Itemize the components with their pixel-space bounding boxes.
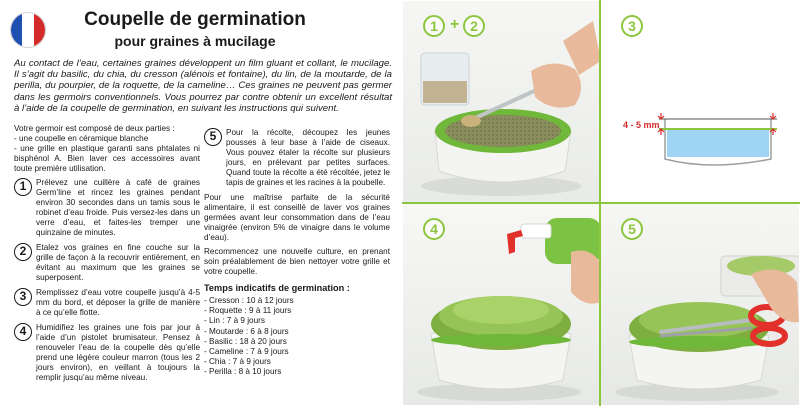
safety-paragraph: Pour une maîtrise parfaite de la sécurité alimentaire, il est conseillé de laver vos graines germées avant leur consommation dans de l’eau vinaigrée (environ 5% de vinaigre dans le volume d’eau). [204,193,390,242]
water-gauge-label: 4 - 5 mm [623,120,660,130]
germination-time-item: - Basilic : 18 à 20 jours [204,336,287,346]
instructions-left-column [14,124,200,388]
step-1 [14,178,200,238]
step-badge-1: 1 [423,15,445,37]
step-text: Remplissez d’eau votre coupelle jusqu’à 4-5 mm du bord, et déposer la grille de manière à ce qu’elle flotte. [36,288,200,317]
step-number-icon: 4 [14,323,32,341]
step-number-icon: 2 [14,243,32,261]
germination-times-list [204,296,390,378]
photo-step-3 [600,0,800,203]
restart-paragraph: Recommencez une nouvelle culture, en prenant soin préalablement de bien nettoyer votre grille et votre coupelle. [204,247,390,276]
step-2 [14,243,200,283]
photo-step-5 [600,203,800,406]
kit-line: - une coupelle en céramique blanche [14,134,149,143]
intro-paragraph: Au contact de l’eau, certaines graines développent un film gluant et collant, le mucilage. Il s’agit du basilic, du chia, du cresson (alénois et fontaine), du lin, de la moutarde, de la perilla, du pourpier, de la roquette, de la cameline… Ces graines ne peuvent pas germer dans les germoirs conventionnels. Vous pourrez par contre obtenir un excellent résultat à l’aide de la coupelle de germination, en suivant les instructions qui suivent. [14,58,392,114]
plus-sign: + [450,16,460,33]
step-text: Humidifiez les graines une fois par jour à l’aide d’un pistolet brumisateur. Pensez à renouveler l’eau de la coupelle dès qu’elle prend une légère couleur marron (tous les 2 jours environ), en veillant à toujours la remplir jusqu’au même niveau. [36,323,200,382]
step-number-icon: 3 [14,288,32,306]
step-badge-5: 5 [621,218,643,240]
page-subtitle: pour graines à mucilage [114,33,276,49]
step-3 [14,288,200,318]
germination-time-item: - Roquette : 9 à 11 jours [204,306,292,316]
step-badge-2: 2 [463,15,485,37]
step-text: Etalez vos graines en fine couche sur la grille de façon à la recouvrir entièrement, en évitant au maximum que les graines se superposent. [36,243,200,282]
germination-time-item: - Chia : 7 à 9 jours [204,357,271,367]
step-badge-4: 4 [423,218,445,240]
instructions-right-column [204,128,390,378]
germination-times-title: Temps indicatifs de germination : [204,283,350,293]
photo-steps-1-2 [402,0,600,203]
photo-step-4 [402,203,600,406]
step-number-icon: 1 [14,178,32,196]
france-flag-icon [10,12,46,48]
page-title: Coupelle de germination [84,9,306,30]
step-number-icon: 5 [204,128,222,146]
germination-time-item: - Lin : 7 à 9 jours [204,316,265,326]
kit-line: Votre germoir est composé de deux parties : [14,124,175,133]
germination-time-item: - Moutarde : 6 à 8 jours [204,326,289,336]
germination-time-item: - Perilla : 8 à 10 jours [204,367,282,377]
germination-time-item: - Cameline : 7 à 9 jours [204,347,289,357]
step-text: Prélevez une cuillère à café de graines Germ’line et rincez les graines pendant environ 30 secondes dans un tamis sous le robinet d’eau froide. Puis versez-les dans un verre d’eau, et faites-les tremper une quinzaine de minutes. [36,178,200,237]
panel-divider-horizontal [402,202,800,204]
kit-line: - une grille en plastique garanti sans phtalates ni bisphénol A. Bien laver ces accessoires avant toute première utilisation. [14,144,200,173]
step-5 [204,128,390,188]
germination-time-item: - Cresson : 10 à 12 jours [204,296,294,305]
step-4 [14,323,200,383]
kit-description [14,124,200,174]
step-badge-3: 3 [621,15,643,37]
step-text: Pour la récolte, découpez les jeunes pousses à leur base à l’aide de ciseaux. Vous pouvez étaler la récolte sur plusieurs jours, en prélevant par petites surfaces. Quand toute la récolte a été récoltée, jetez le tapis de graines et les racines à la poubelle. [226,128,390,187]
